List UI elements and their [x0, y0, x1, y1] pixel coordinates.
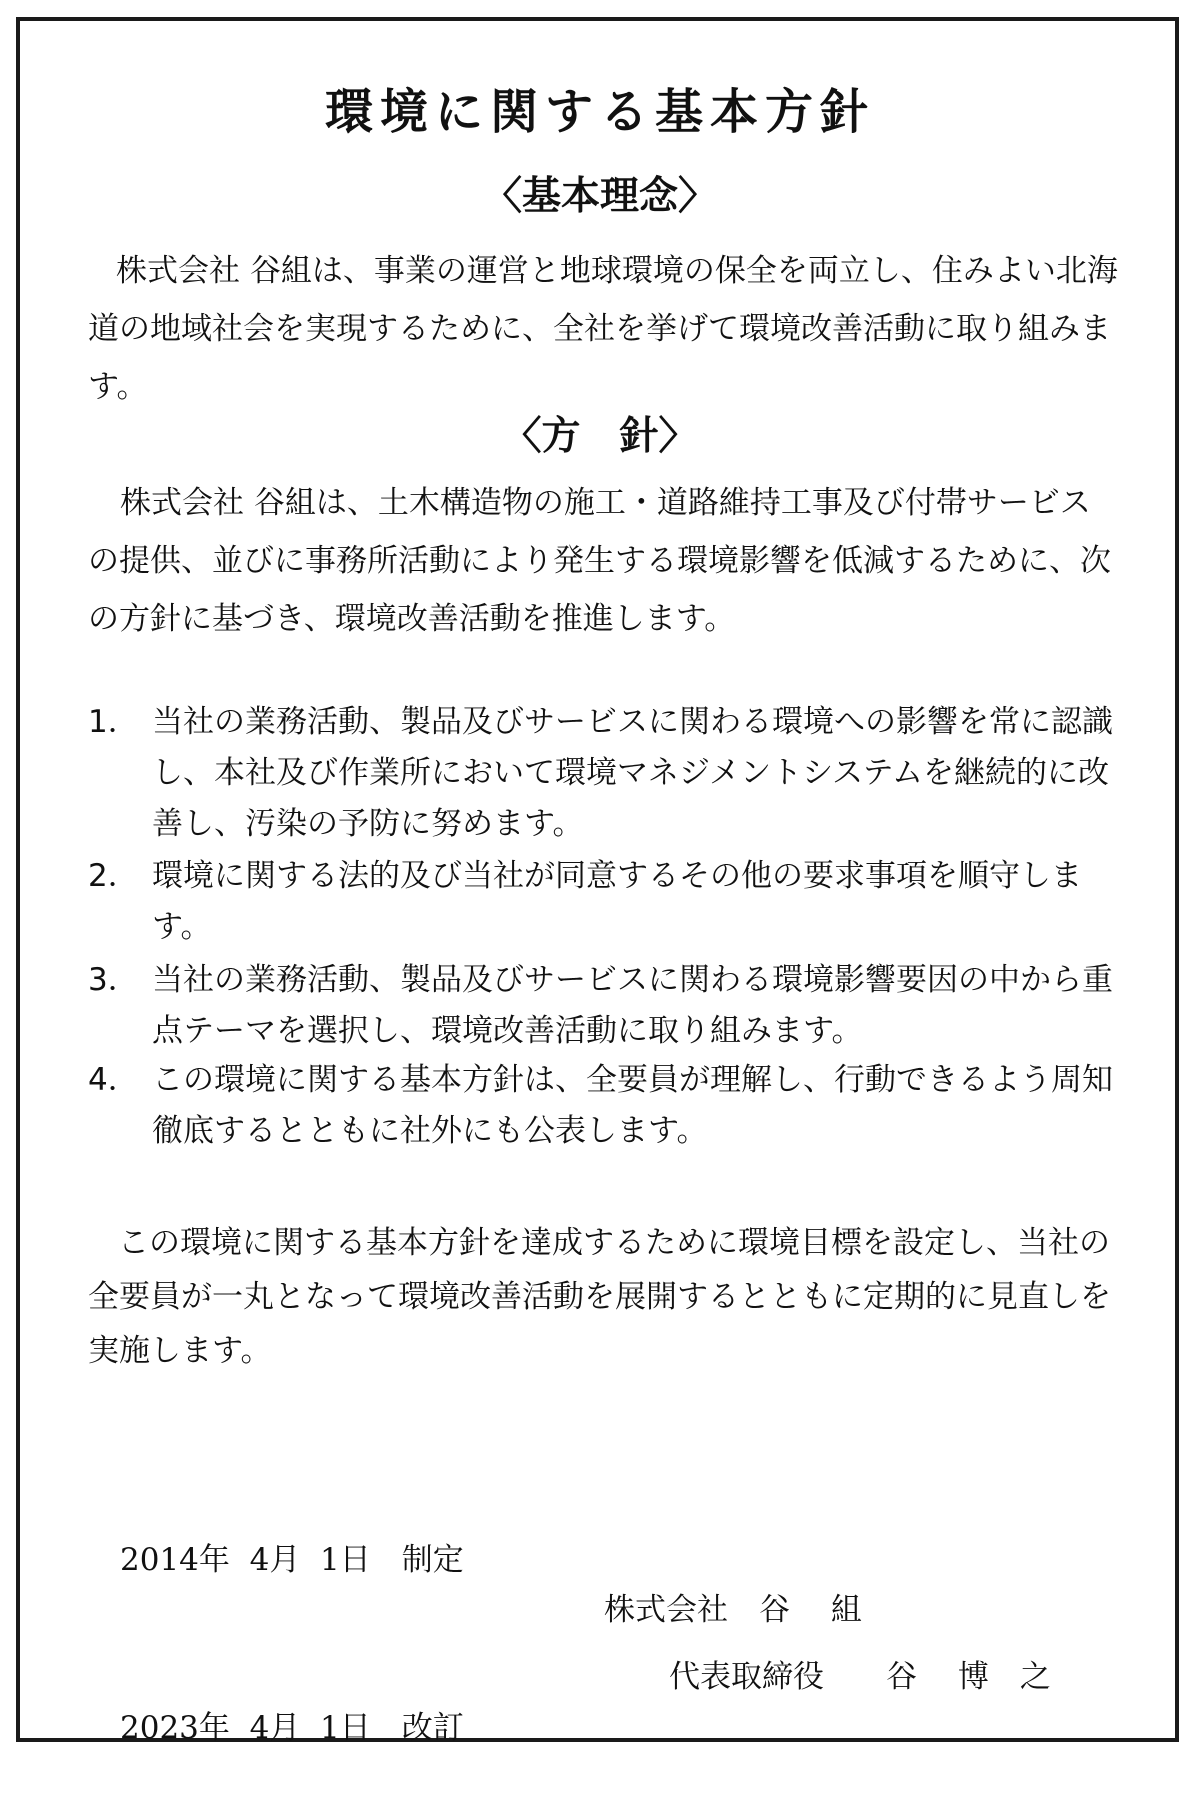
policy-item: [88, 697, 1118, 851]
policy-item-number: 3．: [88, 962, 139, 998]
signature-company: 株式会社 谷 組: [604, 1592, 862, 1628]
document-title: 環境に関する基本方針: [324, 84, 875, 140]
policy-item-text: 当社の業務活動、製品及びサービスに関わる環境影響要因の中から重点テーマを選択し、環境改善活動に取り組みます。: [152, 962, 1113, 1049]
policy-item-text: 当社の業務活動、製品及びサービスに関わる環境への影響を常に認識し、本社及び作業所において環境マネジメントシステムを継続的に改善し、汚染の予防に努めます。: [152, 704, 1113, 842]
policy-item: [88, 851, 1118, 955]
policy-intro-text: 株式会社 谷組は、土木構造物の施工・道路維持工事及び付帯サービスの提供、並びに事務所活動により発生する環境影響を低減するために、次の方針に基づき、環境改善活動を推進します。: [88, 485, 1111, 637]
policy-item-number: 1．: [88, 704, 139, 740]
date-list: [120, 1420, 464, 1812]
closing-text: この環境に関する基本方針を達成するために環境目標を設定し、当社の全要員が一丸となって環境改善活動を展開するとともに定期的に見直しを実施します。: [88, 1225, 1111, 1369]
policy-item-number: 2．: [88, 858, 139, 894]
basic-philosophy-heading: 〈基本理念〉: [482, 174, 717, 219]
policy-item-text: 環境に関する法的及び当社が同意するその他の要求事項を順守します。: [152, 858, 1082, 945]
policy-list: [88, 697, 1118, 1157]
policy-item: [88, 955, 1118, 1055]
revised-date: 2023年 4月 1日 改訂: [120, 1710, 464, 1746]
signature-representative: 代表取締役 谷 博 之: [669, 1659, 1051, 1695]
policy-heading: 〈方 針〉: [502, 414, 698, 459]
policy-item: [88, 1055, 1118, 1157]
basic-philosophy-text: 株式会社 谷組は、事業の運営と地球環境の保全を両立し、住みよい北海道の地域社会を実現するために、全社を挙げて環境改善活動に取り組みます。: [88, 253, 1118, 405]
established-date: 2014年 4月 1日 制定: [120, 1542, 464, 1578]
policy-item-text: この環境に関する基本方針は、全要員が理解し、行動できるよう周知徹底するとともに社外にも公表します。: [152, 1062, 1113, 1149]
policy-item-number: 4．: [88, 1062, 139, 1098]
